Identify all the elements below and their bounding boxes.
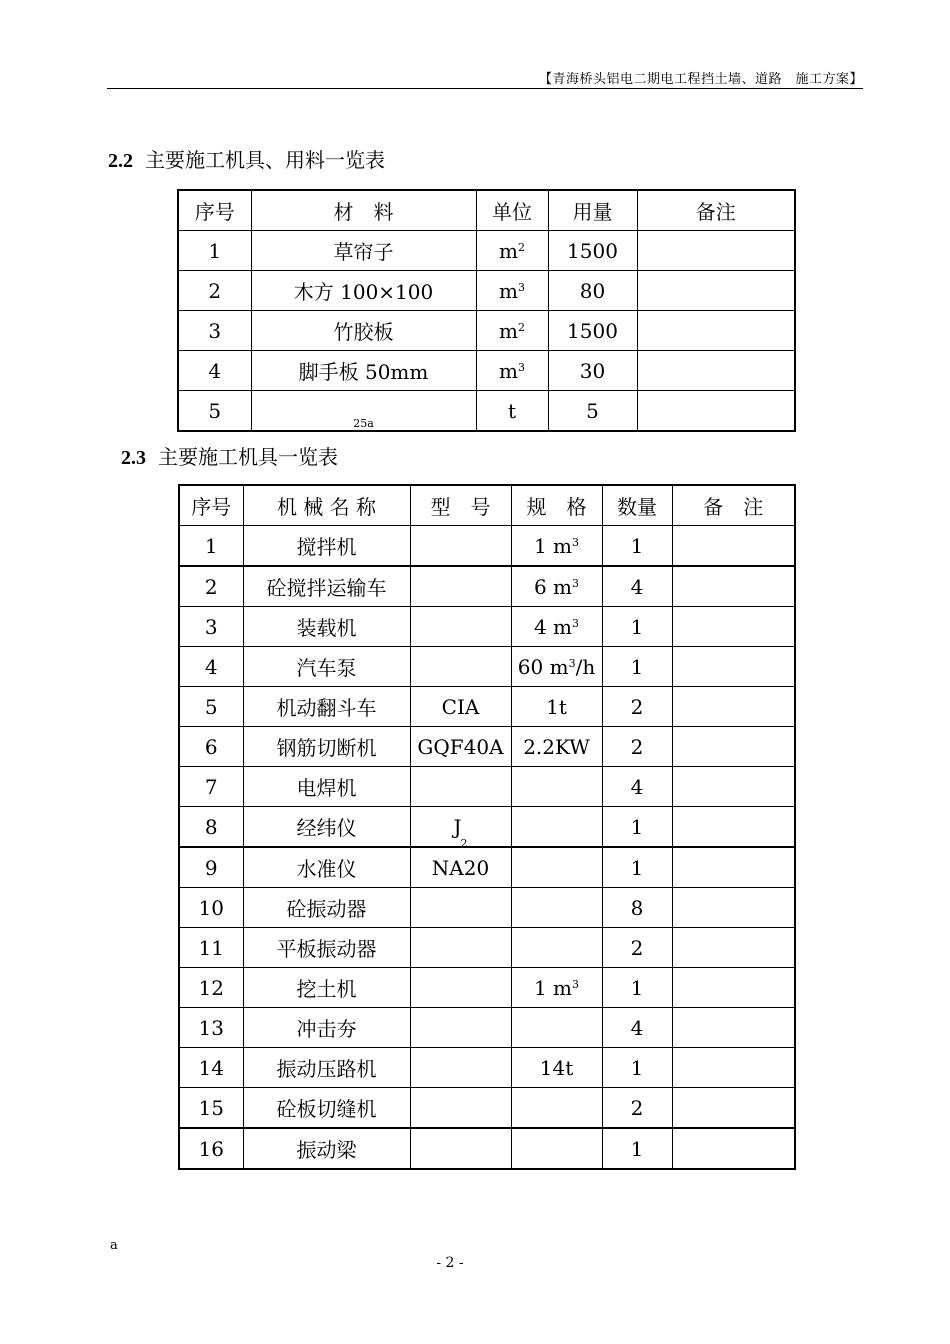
table-row xyxy=(179,727,795,767)
cell-material xyxy=(251,391,476,432)
table-row xyxy=(178,391,795,432)
materials-table xyxy=(177,189,796,432)
cell-note xyxy=(672,607,795,647)
table-row xyxy=(178,271,795,311)
cell-spec xyxy=(511,767,602,807)
cell-machine-name: 装载机 xyxy=(243,607,410,647)
cell-note xyxy=(672,727,795,767)
cell-note xyxy=(672,647,795,687)
cell-model xyxy=(410,767,511,807)
cell-note xyxy=(637,231,795,271)
table-row xyxy=(178,351,795,391)
cell-quantity: 1 xyxy=(602,607,672,647)
cell-material xyxy=(251,271,476,311)
cell-no: 16 xyxy=(179,1128,243,1169)
section-number: 2.2 xyxy=(108,150,133,172)
cell-quantity: 1500 xyxy=(548,311,637,351)
cell-note xyxy=(637,271,795,311)
unit-superscript: 3 xyxy=(517,280,525,294)
unit-text: m xyxy=(499,358,518,383)
header-cell: 数量 xyxy=(602,485,672,526)
cell-model xyxy=(410,566,511,607)
cell-model xyxy=(410,1048,511,1088)
cell-note xyxy=(672,767,795,807)
cell-note xyxy=(637,351,795,391)
cell-quantity: 80 xyxy=(548,271,637,311)
cell-quantity: 1 xyxy=(602,1048,672,1088)
cell-no: 7 xyxy=(179,767,243,807)
cell-unit xyxy=(476,311,548,351)
material-name: 草帘子 xyxy=(333,240,394,264)
spec-text: 14t xyxy=(539,1055,574,1080)
cell-model xyxy=(410,526,511,567)
cell-unit xyxy=(476,271,548,311)
cell-quantity: 4 xyxy=(602,1008,672,1048)
cell-note xyxy=(672,928,795,968)
table-row xyxy=(179,847,795,888)
cell-machine-name: 砼搅拌运输车 xyxy=(243,566,410,607)
unit-text: m xyxy=(499,318,518,343)
table-row xyxy=(179,888,795,928)
cell-spec xyxy=(511,687,602,727)
cell-machine-name: 搅拌机 xyxy=(243,526,410,567)
cell-quantity: 1 xyxy=(602,647,672,687)
cell-model xyxy=(410,647,511,687)
model-text: NA20 xyxy=(431,855,490,880)
cell-quantity: 4 xyxy=(602,566,672,607)
cell-note xyxy=(637,311,795,351)
cell-material xyxy=(251,311,476,351)
cell-machine-name: 经纬仪 xyxy=(243,807,410,848)
header-rule xyxy=(107,88,863,89)
material-name: 竹胶板 xyxy=(333,320,394,344)
cell-spec xyxy=(511,607,602,647)
table-row xyxy=(179,687,795,727)
cell-model xyxy=(410,888,511,928)
table-row xyxy=(179,767,795,807)
cell-spec xyxy=(511,807,602,848)
cell-no: 11 xyxy=(179,928,243,968)
cell-machine-name: 冲击夯 xyxy=(243,1008,410,1048)
cell-machine-name: 振动压路机 xyxy=(243,1048,410,1088)
machinery-table xyxy=(178,484,796,1170)
cell-no: 14 xyxy=(179,1048,243,1088)
cell-note xyxy=(672,526,795,567)
unit-superscript: 3 xyxy=(517,360,525,374)
cell-spec xyxy=(511,727,602,767)
cell-note xyxy=(672,1088,795,1129)
cell-unit xyxy=(476,231,548,271)
section-title-materials xyxy=(108,144,385,173)
footer-mark: a xyxy=(110,1238,118,1253)
cell-spec xyxy=(511,928,602,968)
spec-text: 60 m xyxy=(517,654,569,679)
cell-note xyxy=(672,968,795,1008)
cell-note xyxy=(672,847,795,888)
model-text: CIA xyxy=(441,694,480,719)
cell-quantity: 2 xyxy=(602,928,672,968)
cell-spec xyxy=(511,526,602,567)
cell-model xyxy=(410,807,511,848)
section-title-text: 主要施工机具、用料一览表 xyxy=(145,148,385,172)
page-header: 【青海桥头铝电二期电工程挡土墙、道路 施工方案】 xyxy=(538,72,863,87)
header-cell: 用量 xyxy=(548,190,637,231)
cell-quantity: 1 xyxy=(602,847,672,888)
cell-no: 6 xyxy=(179,727,243,767)
table-row xyxy=(179,607,795,647)
cell-note xyxy=(672,687,795,727)
cell-spec xyxy=(511,847,602,888)
cell-quantity: 8 xyxy=(602,888,672,928)
cell-no: 2 xyxy=(179,566,243,607)
cell-model xyxy=(410,847,511,888)
cell-quantity: 1 xyxy=(602,807,672,848)
spec-superscript: 3 xyxy=(572,535,580,549)
cell-spec xyxy=(511,1008,602,1048)
unit-superscript: 2 xyxy=(517,320,525,334)
unit-superscript: 2 xyxy=(517,240,525,254)
header-cell: 备注 xyxy=(637,190,795,231)
cell-no: 3 xyxy=(179,607,243,647)
spec-superscript: 3 xyxy=(572,576,580,590)
spec-text: 1t xyxy=(546,694,567,719)
material-name: 木方 100×100 xyxy=(293,280,434,304)
cell-spec xyxy=(511,968,602,1008)
cell-model xyxy=(410,928,511,968)
cell-material xyxy=(251,231,476,271)
table-row xyxy=(179,526,795,567)
unit-text: m xyxy=(499,278,518,303)
cell-no: 3 xyxy=(178,311,251,351)
cell-quantity: 2 xyxy=(602,1088,672,1129)
spec-text: 1 m xyxy=(533,975,573,1000)
header-cell: 型 号 xyxy=(410,485,511,526)
header-cell: 序号 xyxy=(179,485,243,526)
cell-machine-name: 砼振动器 xyxy=(243,888,410,928)
cell-machine-name: 挖土机 xyxy=(243,968,410,1008)
cell-no: 4 xyxy=(179,647,243,687)
table-row xyxy=(179,928,795,968)
cell-machine-name: 平板振动器 xyxy=(243,928,410,968)
spec-text: 1 m xyxy=(533,533,573,558)
table-header-row xyxy=(178,190,795,231)
header-cell: 备 注 xyxy=(672,485,795,526)
cell-no: 12 xyxy=(179,968,243,1008)
cell-machine-name: 电焊机 xyxy=(243,767,410,807)
table-row xyxy=(179,968,795,1008)
unit-text: m xyxy=(499,238,518,263)
header-cell: 序号 xyxy=(178,190,251,231)
cell-spec xyxy=(511,1088,602,1129)
material-note: 25a xyxy=(353,417,374,430)
cell-no: 2 xyxy=(178,271,251,311)
cell-note xyxy=(672,1008,795,1048)
table-header-row xyxy=(179,485,795,526)
cell-spec xyxy=(511,1048,602,1088)
section-number: 2.3 xyxy=(121,447,146,469)
cell-note xyxy=(672,566,795,607)
model-text: GQF40A xyxy=(417,734,504,759)
table-row xyxy=(178,231,795,271)
cell-machine-name: 水准仪 xyxy=(243,847,410,888)
header-cell: 机 械 名 称 xyxy=(243,485,410,526)
cell-model xyxy=(410,727,511,767)
cell-note xyxy=(672,807,795,848)
cell-machine-name: 振动梁 xyxy=(243,1128,410,1169)
cell-no: 5 xyxy=(178,391,251,432)
cell-quantity: 30 xyxy=(548,351,637,391)
cell-model xyxy=(410,687,511,727)
header-cell: 规 格 xyxy=(511,485,602,526)
spec-text: 2.2KW xyxy=(523,734,590,759)
table-row xyxy=(179,1008,795,1048)
cell-machine-name: 钢筋切断机 xyxy=(243,727,410,767)
cell-no: 15 xyxy=(179,1088,243,1129)
cell-machine-name: 机动翻斗车 xyxy=(243,687,410,727)
cell-model xyxy=(410,1008,511,1048)
model-subscript: 2 xyxy=(460,836,468,850)
cell-no: 4 xyxy=(178,351,251,391)
material-name: 脚手板 50mm xyxy=(298,360,429,384)
spec-text: 6 m xyxy=(533,574,573,599)
cell-no: 9 xyxy=(179,847,243,888)
cell-quantity: 1 xyxy=(602,526,672,567)
cell-quantity: 1 xyxy=(602,968,672,1008)
page-number: - 2 - xyxy=(436,1255,464,1271)
spec-superscript: 3 xyxy=(572,977,580,991)
spec-text: 4 m xyxy=(533,614,573,639)
table-row xyxy=(179,1048,795,1088)
table-row xyxy=(179,647,795,687)
cell-quantity: 4 xyxy=(602,767,672,807)
cell-spec xyxy=(511,888,602,928)
header-cell: 单位 xyxy=(476,190,548,231)
cell-spec xyxy=(511,1128,602,1169)
cell-model xyxy=(410,607,511,647)
section-title-machinery xyxy=(121,441,338,470)
spec-superscript: 3 xyxy=(572,616,580,630)
cell-quantity: 1500 xyxy=(548,231,637,271)
header-cell: 材 料 xyxy=(251,190,476,231)
table-row xyxy=(179,1128,795,1169)
cell-spec xyxy=(511,566,602,607)
table-row xyxy=(179,566,795,607)
cell-no: 8 xyxy=(179,807,243,848)
cell-model xyxy=(410,1128,511,1169)
cell-no: 5 xyxy=(179,687,243,727)
cell-machine-name: 砼板切缝机 xyxy=(243,1088,410,1129)
cell-note xyxy=(672,1048,795,1088)
spec-superscript: 3 xyxy=(568,656,576,670)
cell-unit xyxy=(476,351,548,391)
section-title-text: 主要施工机具一览表 xyxy=(158,445,338,469)
model-text: J xyxy=(453,814,462,839)
spec-tail: /h xyxy=(575,654,596,679)
cell-machine-name: 汽车泵 xyxy=(243,647,410,687)
cell-quantity: 2 xyxy=(602,687,672,727)
cell-spec xyxy=(511,647,602,687)
unit-text: t xyxy=(507,398,517,423)
cell-no: 10 xyxy=(179,888,243,928)
cell-note xyxy=(672,1128,795,1169)
table-row xyxy=(179,1088,795,1129)
cell-note xyxy=(637,391,795,432)
cell-no: 1 xyxy=(179,526,243,567)
table-row xyxy=(178,311,795,351)
cell-unit xyxy=(476,391,548,432)
cell-quantity: 2 xyxy=(602,727,672,767)
cell-quantity: 1 xyxy=(602,1128,672,1169)
cell-model xyxy=(410,968,511,1008)
table-row xyxy=(179,807,795,848)
cell-note xyxy=(672,888,795,928)
cell-quantity: 5 xyxy=(548,391,637,432)
cell-no: 1 xyxy=(178,231,251,271)
cell-material xyxy=(251,351,476,391)
cell-model xyxy=(410,1088,511,1129)
cell-no: 13 xyxy=(179,1008,243,1048)
